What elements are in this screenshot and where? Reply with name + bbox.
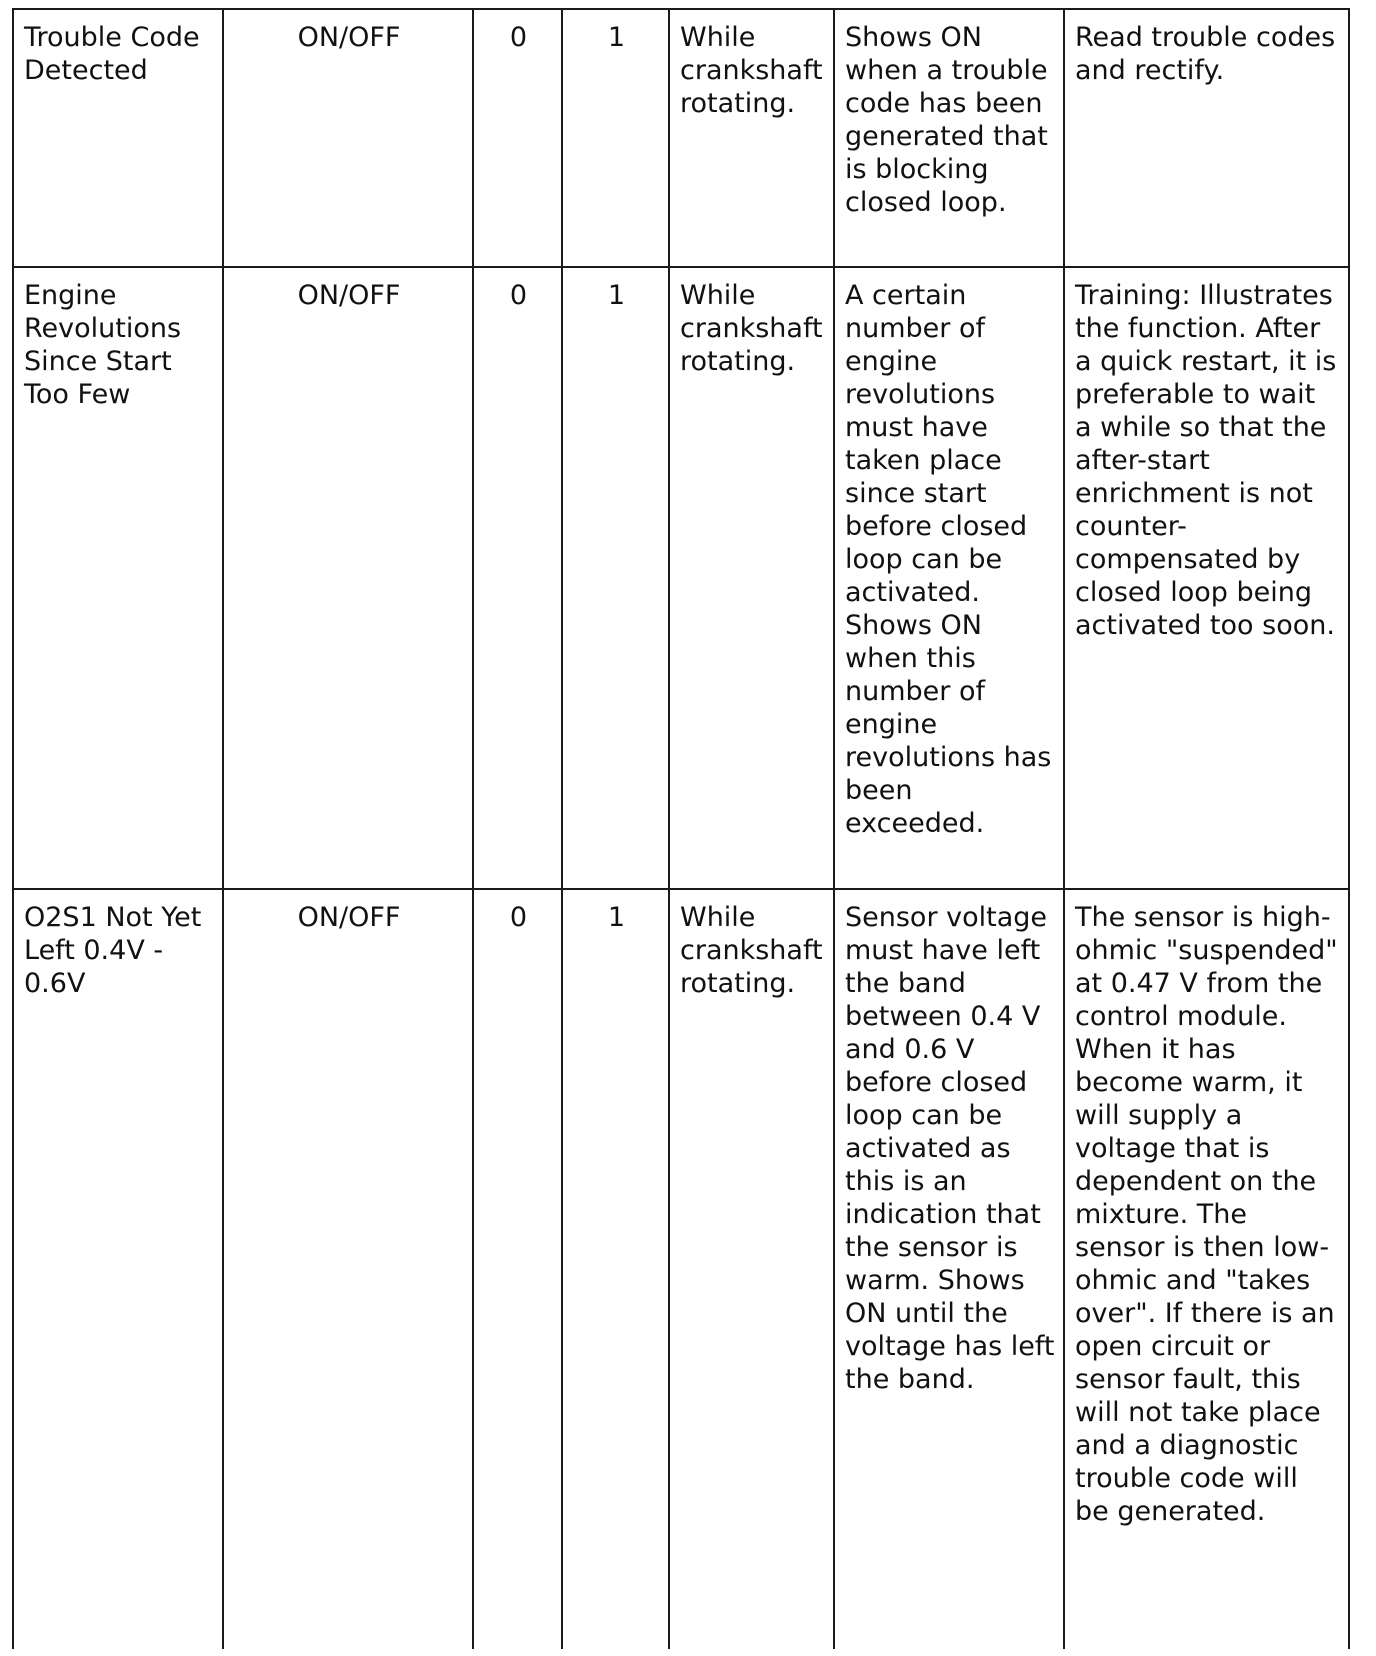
parameter-comment: Training: Illustrates the function. After a quick restart, it is preferable to wait a while so that the after-start enrichment is not counter-compensated by closed loop being activated too soon. bbox=[1064, 267, 1349, 889]
parameter-unit: ON/OFF bbox=[223, 267, 473, 889]
parameter-comment: The sensor is high-ohmic "suspended" at 0.47 V from the control module. When it has become warm, it will supply a voltage that is dependent on the mixture. The sensor is then low-ohmic and "takes over". If there is an open circuit or sensor fault, this will not take place and a diagnostic trouble code will be generated. bbox=[1064, 889, 1349, 1649]
parameter-condition: While crankshaft rotating. bbox=[669, 267, 834, 889]
parameter-comment: Read trouble codes and rectify. bbox=[1064, 9, 1349, 267]
parameter-max: 1 bbox=[562, 267, 669, 889]
parameter-description: Shows ON when a trouble code has been generated that is blocking closed loop. bbox=[834, 9, 1064, 267]
parameter-min: 0 bbox=[473, 267, 562, 889]
parameter-min: 0 bbox=[473, 9, 562, 267]
table-row bbox=[13, 9, 1349, 267]
parameter-condition: While crankshaft rotating. bbox=[669, 889, 834, 1649]
parameter-description: Sensor voltage must have left the band between 0.4 V and 0.6 V before closed loop can be activated as this is an indication that the sensor is warm. Shows ON until the voltage has left the band. bbox=[834, 889, 1064, 1649]
parameter-name: Trouble Code Detected bbox=[13, 9, 223, 267]
parameter-max: 1 bbox=[562, 889, 669, 1649]
parameter-unit: ON/OFF bbox=[223, 9, 473, 267]
parameter-min: 0 bbox=[473, 889, 562, 1649]
parameter-name: O2S1 Not Yet Left 0.4V - 0.6V bbox=[13, 889, 223, 1649]
table-row bbox=[13, 889, 1349, 1649]
parameter-unit: ON/OFF bbox=[223, 889, 473, 1649]
parameter-description: A certain number of engine revolutions must have taken place since start before closed loop can be activated. Shows ON when this number of engine revolutions has been exceeded. bbox=[834, 267, 1064, 889]
table-row bbox=[13, 267, 1349, 889]
parameter-condition: While crankshaft rotating. bbox=[669, 9, 834, 267]
parameter-name: Engine Revolutions Since Start Too Few bbox=[13, 267, 223, 889]
parameter-table bbox=[12, 8, 1350, 1649]
parameter-max: 1 bbox=[562, 9, 669, 267]
